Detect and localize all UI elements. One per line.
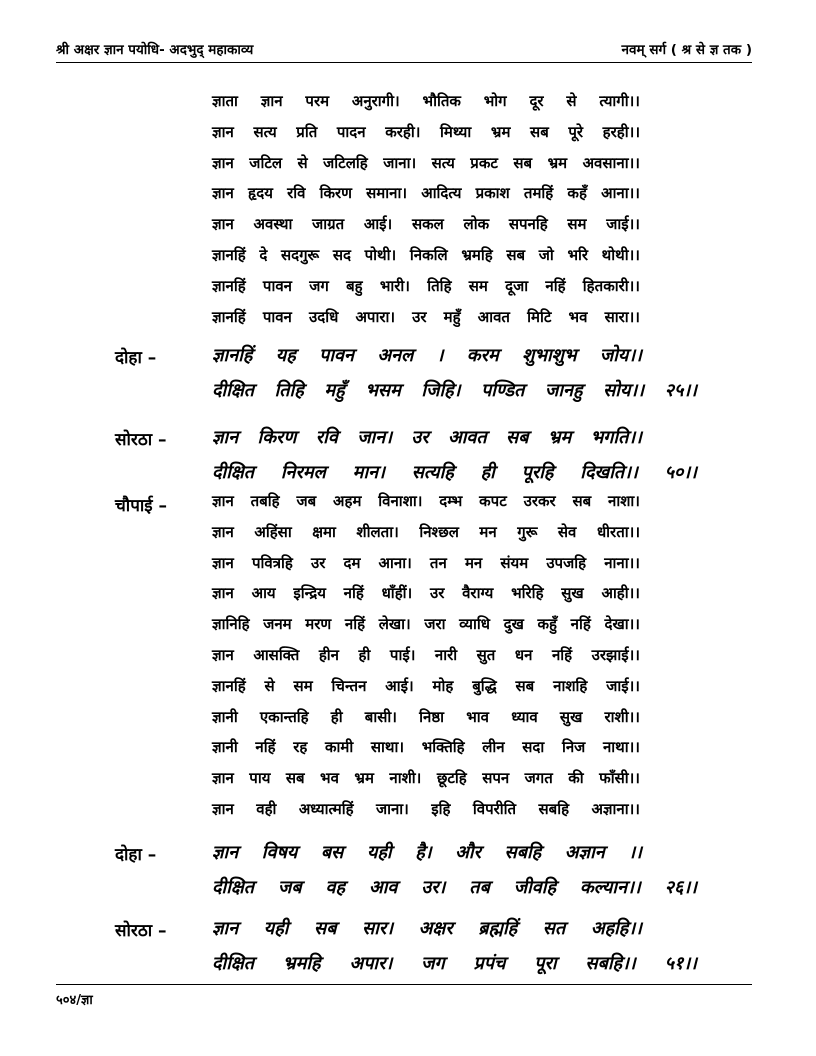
doha-line: ज्ञानहिं यह पावन अनल । करम शुभाशुभ जोय।।: [212, 345, 642, 366]
chaupai-label: चौपाई –: [115, 496, 168, 516]
chaupai-block-1: [212, 86, 640, 332]
verse-line: ज्ञान तबहि जब अहम विनाशा। दम्भ कपट उरकर सब नाशा।: [212, 492, 640, 510]
sortha-label: सोरठा –: [115, 921, 167, 941]
verse-line: ज्ञानहिं से सम चिन्तन आई। मोह बुद्धि सब नाशहि जाई।।: [212, 676, 640, 695]
doha-line: ज्ञान विषय बस यही है। और सबहि अज्ञान ।।: [212, 842, 642, 863]
doha-label: दोहा –: [115, 348, 157, 368]
verse-line: ज्ञानहिं पावन उदधि अपारा। उर महुँ आवत मिटि भव सारा।।: [212, 307, 640, 326]
sortha-label: सोरठा –: [115, 430, 167, 450]
verse-line: ज्ञान अहिंसा क्षमा शीलता। निश्छल मन गुरू सेव धीरता।।: [212, 522, 640, 541]
chaupai-block-2: [212, 486, 640, 825]
verse-line: ज्ञान आय इन्द्रिय नहिं धाँहीं। उर वैराग्य भरिहि सुख आही।।: [212, 584, 640, 603]
verse-line: ज्ञानी एकान्तहि ही बासी। निष्ठा भाव ध्याव सुख राशी।।: [212, 707, 640, 726]
verse-line: ज्ञानिहि जनम मरण नहिं लेखा। जरा व्याधि दुख कहुँ नहिं देखा।।: [212, 615, 640, 634]
verse-line: ज्ञानहिं दे सदगुरू सद पोथी। निकलि भ्रमहि सब जो भरि थोथी।।: [212, 245, 640, 264]
footer-divider: [56, 984, 752, 985]
chapter-title: नवम् सर्ग ( श्र से ज्ञ तक ): [621, 42, 752, 58]
doha-line: दीक्षित तिहि महुँ भसम जिहि। पण्डित जानहु सोय।। २५।।: [212, 380, 697, 401]
verse-line: ज्ञानहिं पावन जग बहु भारी। तिहि सम दूजा नहिं हितकारी।।: [212, 276, 640, 295]
verse-line: ज्ञान आसक्ति हीन ही पाई। नारी सुत धन नहिं उरझाई।।: [212, 645, 640, 664]
doha-line: दीक्षित जब वह आव उर। तब जीवहि कल्यान।। २६।।: [212, 877, 697, 898]
book-title: श्री अक्षर ज्ञान पयोधि- अदभुद् महाकाव्य: [56, 42, 254, 58]
verse-line: ज्ञाता ज्ञान परम अनुरागी। भौतिक भोग दूर से त्यागी।।: [212, 92, 640, 110]
sortha-block-1: [212, 420, 697, 490]
sortha-line: दीक्षित निरमल मान। सत्यहि ही पूरहि दिखति।। ५०।।: [212, 462, 697, 483]
verse-line: ज्ञान जटिल से जटिलहि जाना। सत्य प्रकट सब भ्रम अवसाना।।: [212, 153, 640, 172]
sortha-line: दीक्षित भ्रमहि अपार। जग प्रपंच पूरा सबहि।। ५१।।: [212, 953, 697, 974]
verse-line: ज्ञान सत्य प्रति पादन करही। मिथ्या भ्रम सब पूरे हरही।।: [212, 122, 640, 141]
doha-block-1: [212, 338, 697, 408]
page-header: [56, 28, 752, 63]
doha-label: दोहा –: [115, 845, 157, 865]
verse-line: ज्ञान पवित्रहि उर दम आना। तन मन संयम उपजहि नाना।।: [212, 553, 640, 572]
verse-line: ज्ञानी नहिं रह कामी साथा। भक्तिहि लीन सदा निज नाथा।।: [212, 738, 640, 757]
verse-line: ज्ञान पाय सब भव भ्रम नाशी। छूटहि सपन जगत की फाँसी।।: [212, 769, 640, 788]
verse-line: ज्ञान हृदय रवि किरण समाना। आदित्य प्रकाश तमहिं कहँ आना।।: [212, 184, 640, 203]
doha-block-2: [212, 835, 697, 905]
page-number: ५०४/ज्ञा: [56, 993, 93, 1008]
sortha-line: ज्ञान यही सब सार। अक्षर ब्रह्महिं सत अहहि।।: [212, 918, 642, 939]
verse-line: ज्ञान अवस्था जाग्रत आई। सकल लोक सपनहि सम जाई।।: [212, 215, 640, 234]
verse-line: ज्ञान वही अध्यात्महिं जाना। इहि विपरीति सबहि अज्ञाना।।: [212, 799, 640, 818]
sortha-block-2: [212, 911, 697, 981]
sortha-line: ज्ञान किरण रवि जान। उर आवत सब भ्रम भगति।।: [212, 427, 642, 448]
